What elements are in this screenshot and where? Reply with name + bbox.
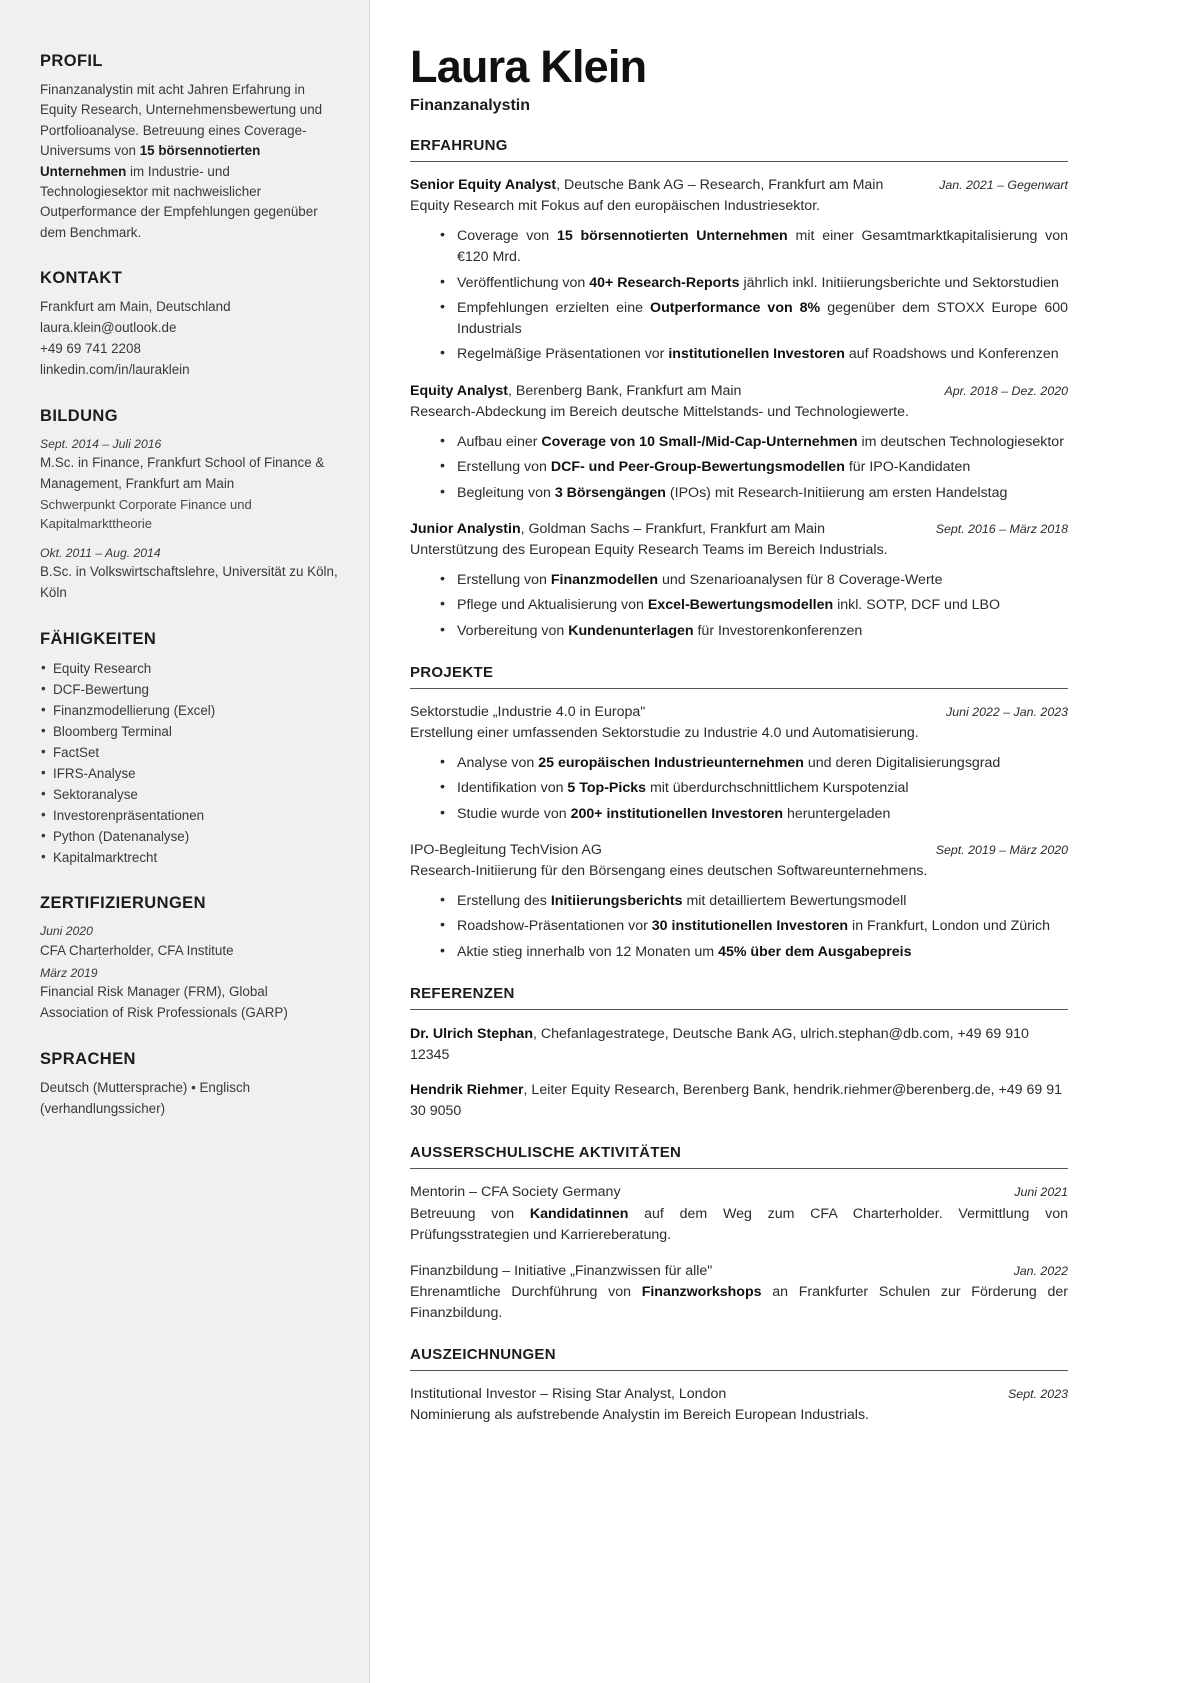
bullet-pre: Identifikation von xyxy=(457,780,568,797)
reference-name: Dr. Ulrich Stephan xyxy=(410,1026,533,1043)
awards-section xyxy=(410,1346,1068,1426)
entry-date: Jan. 2022 xyxy=(1013,1263,1068,1278)
certifications-section xyxy=(40,894,339,1023)
section-divider xyxy=(410,1168,1068,1169)
candidate-role: Finanzanalystin xyxy=(410,96,531,114)
entry-description xyxy=(410,1204,1068,1246)
profile-highlight: 15 börsennotierten Unternehmen xyxy=(40,143,261,179)
entry-description: Research-Abdeckung im Bereich deutsche Mittelstands- und Technologiewerte. xyxy=(410,403,909,420)
skill-item: • DCF-Bewertung xyxy=(40,679,339,700)
bullet-pre: Empfehlungen erzielten eine xyxy=(457,299,651,316)
bullet-post: für IPO-Kandidaten xyxy=(844,459,971,476)
contact-location: Frankfurt am Main, Deutschland xyxy=(40,299,231,314)
bullet-bold: Excel-Bewertungsmodellen xyxy=(647,597,834,614)
candidate-name: Laura Klein xyxy=(410,41,647,92)
bullet-post: gegenüber dem STOXX Europe 600 Industrials xyxy=(457,299,1069,338)
languages-text: Deutsch (Muttersprache) • Englisch (verhandlungssicher) xyxy=(40,1079,251,1116)
entry-header xyxy=(410,381,1068,401)
bullet-pre: Coverage von xyxy=(457,227,557,244)
entry-description: Nominierung als aufstrebende Analystin im Bereich European Industrials. xyxy=(410,1406,869,1423)
sidebar xyxy=(0,0,370,1683)
certification-date: März 2019 xyxy=(40,965,98,980)
bullet-post: (IPOs) mit Research-Initiierung am ersten Handelstag xyxy=(665,484,1008,501)
bullet-item xyxy=(440,432,1068,453)
experience-entry xyxy=(410,381,1068,504)
experience-section xyxy=(410,137,1068,642)
bullet-bold: Coverage von 10 Small-/Mid-Cap-Unternehmen xyxy=(541,433,858,450)
entry-description xyxy=(410,1282,1068,1324)
activities-heading: AUSSERSCHULISCHE AKTIVITÄTEN xyxy=(410,1144,682,1162)
contact-section xyxy=(40,269,339,381)
desc-bold: Finanzworkshops xyxy=(641,1283,762,1300)
entry-title xyxy=(410,175,883,195)
bullet-post: und Szenarioanalysen für 8 Coverage-Werte xyxy=(658,571,943,588)
reference-item xyxy=(410,1080,1068,1122)
bullet-pre: Erstellung des xyxy=(457,893,551,910)
bullet-pre: Aufbau einer xyxy=(457,433,542,450)
bullet-bold: institutionellen Investoren xyxy=(668,346,845,363)
contact-email[interactable]: laura.klein@outlook.de xyxy=(40,319,177,335)
bullet-item xyxy=(440,778,1068,799)
bullet-item xyxy=(440,891,1068,912)
skill-item: • Finanzmodellierung (Excel) xyxy=(40,700,339,721)
bullet-item xyxy=(440,804,1068,825)
reference-details: , Leiter Equity Research, Berenberg Bank, hendrik.riehmer@berenberg.de, +49 69 91 30 9050 xyxy=(410,1082,1063,1120)
references-heading: REFERENZEN xyxy=(410,985,515,1002)
entry-title: IPO-Begleitung TechVision AG xyxy=(410,841,602,858)
bullet-bold: Outperformance von 8% xyxy=(650,299,821,316)
reference-details: , Chefanlagestratege, Deutsche Bank AG, ulrich.stephan@db.com, +49 69 910 12345 xyxy=(410,1026,1029,1064)
bullet-bold: Initiierungsberichts xyxy=(550,893,683,910)
entry-header xyxy=(410,702,1068,722)
skills-section xyxy=(40,630,339,868)
entry-description: Unterstützung des European Equity Research Teams im Bereich Industrials. xyxy=(410,541,888,558)
bullet-bold: 45% über dem Ausgabepreis xyxy=(718,943,912,960)
bullet-pre: Erstellung von xyxy=(457,459,551,476)
project-entry xyxy=(410,840,1068,963)
skill-item: • IFRS-Analyse xyxy=(40,763,339,784)
skills-heading: FÄHIGKEITEN xyxy=(40,629,157,648)
bullet-item xyxy=(440,942,1068,963)
skills-list xyxy=(40,658,339,868)
bullet-bold: 25 europäischen Industrieunternehmen xyxy=(538,755,804,772)
bullet-bold: 30 institutionellen Investoren xyxy=(651,918,849,935)
skill-item: • Python (Datenanalyse) xyxy=(40,826,339,847)
entry-header xyxy=(410,1384,1068,1404)
bullet-bold: DCF- und Peer-Group-Bewertungsmodellen xyxy=(550,459,845,476)
certification-name: Financial Risk Manager (FRM), Global Association of Risk Professionals (GARP) xyxy=(40,983,288,1020)
certification-date: Juni 2020 xyxy=(40,924,93,939)
reference-item xyxy=(410,1024,1068,1066)
entry-description: Research-Initiierung für den Börsengang eines deutschen Softwareunternehmens. xyxy=(410,863,928,880)
bullet-bold: Finanzmodellen xyxy=(550,571,659,588)
entry-date: Jan. 2021 – Gegenwart xyxy=(939,177,1068,192)
education-heading: BILDUNG xyxy=(40,406,118,425)
bullet-pre: Regelmäßige Präsentationen vor xyxy=(457,346,669,363)
projects-heading: PROJEKTE xyxy=(410,663,494,681)
activities-section xyxy=(410,1144,1068,1323)
entry-header xyxy=(410,175,1068,195)
bullet-post: jährlich inkl. Initiierungsberichte und Sektorstudien xyxy=(739,274,1059,291)
bullet-pre: Erstellung von xyxy=(457,571,551,588)
bullet-post: in Frankfurt, London und Zürich xyxy=(848,918,1050,935)
entry-description: Equity Research mit Fokus auf den europäischen Industriesektor. xyxy=(410,197,821,214)
skill-item: • Equity Research xyxy=(40,658,339,679)
bullet-item xyxy=(440,483,1068,504)
skill-item: • Sektoranalyse xyxy=(40,784,339,805)
bullet-post: im deutschen Technologiesektor xyxy=(857,433,1064,450)
profile-text xyxy=(40,80,339,243)
entry-date: Sept. 2016 – März 2018 xyxy=(935,521,1068,536)
job-title: Junior Analystin xyxy=(410,520,521,537)
education-item xyxy=(40,435,339,534)
entry-header xyxy=(410,1261,1068,1281)
entry-date: Juni 2022 – Jan. 2023 xyxy=(946,704,1068,719)
contact-phone[interactable]: +49 69 741 2208 xyxy=(40,340,141,356)
desc-pre: Ehrenamtliche Durchführung von xyxy=(410,1283,642,1300)
entry-title: Mentorin – CFA Society Germany xyxy=(410,1184,621,1201)
certification-item xyxy=(40,922,339,961)
entry-title xyxy=(410,381,741,401)
bullet-post: mit überdurchschnittlichem Kurspotenzial xyxy=(646,780,909,797)
experience-entry xyxy=(410,519,1068,642)
entry-date: Juni 2021 xyxy=(1014,1185,1068,1200)
bullet-item xyxy=(440,344,1068,365)
languages-section xyxy=(40,1050,339,1120)
bullet-item xyxy=(440,753,1068,774)
section-divider xyxy=(410,688,1068,689)
education-item xyxy=(40,544,339,604)
entry-bullets xyxy=(410,891,1068,963)
bullet-post: mit einer Gesamtmarktkapitalisierung von €120 Mrd. xyxy=(457,227,1069,266)
skill-item: • Bloomberg Terminal xyxy=(40,721,339,742)
section-divider xyxy=(410,1370,1068,1371)
bullet-bold: Kundenunterlagen xyxy=(568,622,694,639)
desc-bold: Kandidatinnen xyxy=(529,1205,629,1222)
bullet-bold: 5 Top-Picks xyxy=(567,780,646,797)
bullet-bold: 200+ institutionellen Investoren xyxy=(570,805,784,822)
bullet-pre: Aktie stieg innerhalb von 12 Monaten um xyxy=(457,943,719,960)
entry-description: Erstellung einer umfassenden Sektorstudie zu Industrie 4.0 und Automatisierung. xyxy=(410,725,919,742)
certification-item xyxy=(40,964,339,1024)
bullet-post: für Investorenkonferenzen xyxy=(693,622,863,639)
bullet-item xyxy=(440,595,1068,616)
bullet-post: mit detailliertem Bewertungsmodell xyxy=(682,893,907,910)
entry-bullets xyxy=(410,432,1068,504)
entry-header xyxy=(410,519,1068,539)
certification-name: CFA Charterholder, CFA Institute xyxy=(40,942,234,958)
job-title: Equity Analyst xyxy=(410,382,509,399)
bullet-bold: 15 börsennotierten Unternehmen xyxy=(556,227,788,244)
desc-post: auf dem Weg zum CFA Charterholder. Vermittlung von Prüfungsstrategien und Karriereberatung. xyxy=(410,1205,1068,1243)
projects-section xyxy=(410,664,1068,963)
skill-item: • Investorenpräsentationen xyxy=(40,805,339,826)
bullet-pre: Pflege und Aktualisierung von xyxy=(457,597,648,614)
bullet-item xyxy=(440,457,1068,478)
job-company: , Deutsche Bank AG – Research, Frankfurt am Main xyxy=(556,176,884,193)
bullet-item xyxy=(440,226,1068,269)
bullet-bold: 3 Börsengängen xyxy=(554,484,666,501)
entry-title: Finanzbildung – Initiative „Finanzwissen für alle" xyxy=(410,1262,713,1279)
certifications-heading: ZERTIFIZIERUNGEN xyxy=(40,894,206,913)
activity-entry xyxy=(410,1261,1068,1324)
entry-header xyxy=(410,840,1068,860)
entry-header xyxy=(410,1182,1068,1202)
contact-linkedin[interactable]: linkedin.com/in/lauraklein xyxy=(40,361,190,377)
entry-date: Sept. 2019 – März 2020 xyxy=(935,842,1068,857)
desc-pre: Betreuung von xyxy=(410,1205,530,1222)
languages-heading: SPRACHEN xyxy=(40,1049,136,1068)
bullet-pre: Studie wurde von xyxy=(457,805,571,822)
entry-title: Sektorstudie „Industrie 4.0 in Europa" xyxy=(410,703,646,720)
profile-text-part1: Finanzanalystin mit acht Jahren Erfahrung in Equity Research, Unternehmensbewertung und Portfolioanalyse. Betreuung eines Coverage-Universums von xyxy=(40,82,323,159)
job-title: Senior Equity Analyst xyxy=(410,176,557,193)
bullet-post: heruntergeladen xyxy=(783,805,891,822)
section-divider xyxy=(410,161,1068,162)
bullet-pre: Vorbereitung von xyxy=(457,622,569,639)
bullet-pre: Analyse von xyxy=(457,755,539,772)
entry-title: Institutional Investor – Rising Star Analyst, London xyxy=(410,1385,727,1402)
entry-date: Sept. 2023 xyxy=(1008,1386,1068,1401)
bullet-post: auf Roadshows und Konferenzen xyxy=(844,346,1059,363)
bullet-pre: Veröffentlichung von xyxy=(457,274,590,291)
desc-post: an Frankfurter Schulen zur Förderung der Finanzbildung. xyxy=(410,1283,1068,1321)
job-company: , Goldman Sachs – Frankfurt, Frankfurt am Main xyxy=(520,520,825,537)
profile-heading: PROFIL xyxy=(40,52,103,70)
profile-section xyxy=(40,52,339,243)
bullet-item xyxy=(440,298,1068,341)
entry-bullets xyxy=(410,226,1068,366)
education-note: Schwerpunkt Corporate Finance und Kapitalmarkttheorie xyxy=(40,496,252,532)
activity-entry xyxy=(410,1182,1068,1245)
award-entry xyxy=(410,1384,1068,1426)
experience-entry xyxy=(410,175,1068,366)
bullet-item xyxy=(440,916,1068,937)
bullet-pre: Roadshow-Präsentationen vor xyxy=(457,918,652,935)
bullet-post: und deren Digitalisierungsgrad xyxy=(803,755,1001,772)
bullet-item xyxy=(440,570,1068,591)
skill-item: • FactSet xyxy=(40,742,339,763)
skill-item: • Kapitalmarktrecht xyxy=(40,847,339,868)
bullet-post: inkl. SOTP, DCF und LBO xyxy=(833,597,1001,614)
entry-date: Apr. 2018 – Dez. 2020 xyxy=(944,383,1068,398)
references-section xyxy=(410,985,1068,1122)
education-degree: M.Sc. in Finance, Frankfurt School of Finance & Management, Frankfurt am Main xyxy=(40,454,325,491)
entry-bullets xyxy=(410,570,1068,642)
entry-title xyxy=(410,519,825,539)
reference-name: Hendrik Riehmer xyxy=(410,1082,524,1099)
education-degree: B.Sc. in Volkswirtschaftslehre, Universität zu Köln, Köln xyxy=(40,564,338,600)
awards-heading: AUSZEICHNUNGEN xyxy=(410,1345,556,1363)
project-entry xyxy=(410,702,1068,825)
entry-bullets xyxy=(410,753,1068,825)
experience-heading: ERFAHRUNG xyxy=(410,136,508,154)
bullet-item xyxy=(440,621,1068,642)
education-date: Okt. 2011 – Aug. 2014 xyxy=(40,545,161,560)
education-section xyxy=(40,407,339,604)
education-date: Sept. 2014 – Juli 2016 xyxy=(40,436,162,451)
job-company: , Berenberg Bank, Frankfurt am Main xyxy=(508,382,742,399)
bullet-bold: 40+ Research-Reports xyxy=(589,274,740,291)
bullet-pre: Begleitung von xyxy=(457,484,555,501)
profile-text-part2: im Industrie- und Technologiesektor mit nachweislicher Outperformance der Empfehlungen gegenüber dem Benchmark. xyxy=(40,163,318,240)
bullet-item xyxy=(440,273,1068,294)
main-content xyxy=(370,0,1190,1683)
contact-heading: KONTAKT xyxy=(40,269,123,287)
section-divider xyxy=(410,1009,1068,1010)
